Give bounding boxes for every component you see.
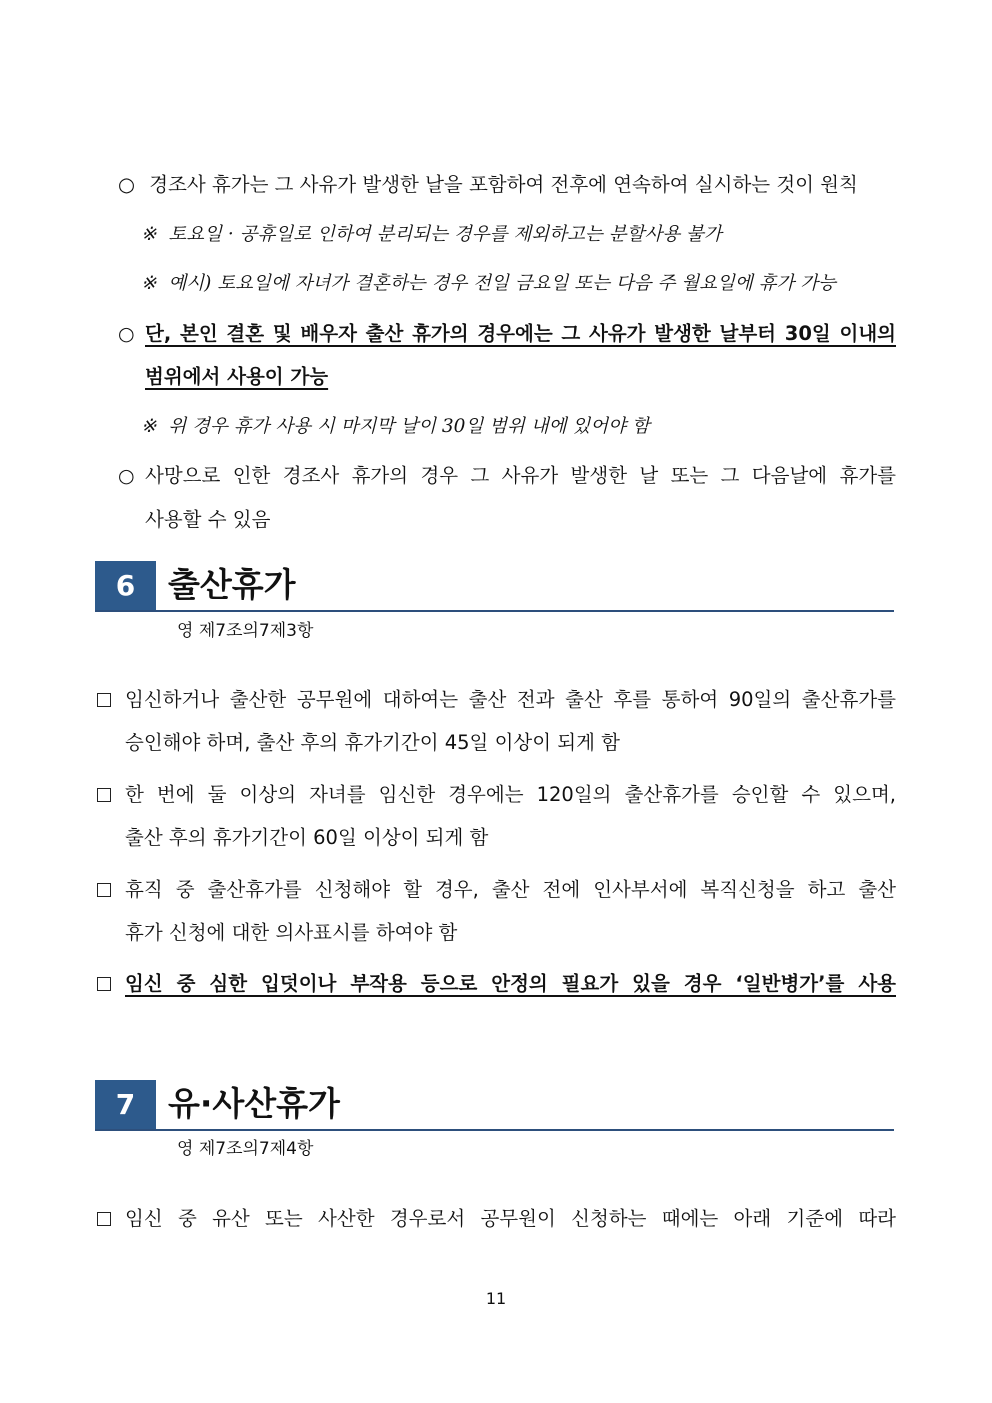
square-bullet-icon [97, 883, 111, 897]
paragraph-text: 경조사 휴가는 그 사유가 발생한 날을 포함하여 전후에 연속하여 실시하는 것이 원칙 [149, 173, 858, 196]
bullet-paragraph [118, 171, 896, 199]
list-item-line-emphasis: 임신 중 심한 입덧이나 부작용 등으로 안정의 필요가 있을 경우 ‘일반병가’를 사용 [125, 972, 896, 995]
list-item-line: 임신하거나 출산한 공무원에 대하여는 출산 전과 출산 후를 통하여 90일의 출산휴가를 [125, 688, 896, 711]
list-item-line: 한 번에 둘 이상의 자녀를 임신한 경우에는 120일의 출산휴가를 승인할 수 있으며, [125, 783, 896, 806]
paragraph-text-line: 범위에서 사용이 가능 [145, 365, 329, 388]
section-title: 유·사산휴가 [168, 1084, 340, 1123]
circle-bullet-icon: ○ [118, 173, 136, 196]
page-number: 11 [485, 1289, 507, 1308]
square-bullet-icon [97, 693, 111, 707]
legal-reference: 영 제7조의7제4항 [177, 1139, 314, 1159]
paragraph-text-line: 사용할 수 있음 [145, 508, 271, 531]
paragraph-text-line: 사망으로 인한 경조사 휴가의 경우 그 사유가 발생한 날 또는 그 다음날에 휴가를 [145, 464, 896, 487]
reference-mark-icon: ※ [141, 273, 157, 294]
note-text: 토요일 · 공휴일로 인하여 분리되는 경우를 제외하고는 분할사용 불가 [168, 224, 722, 245]
circle-bullet-icon: ○ [118, 465, 135, 487]
note [141, 413, 896, 441]
list-item-line: 임신 중 유산 또는 사산한 경우로서 공무원이 신청하는 때에는 아래 기준에 따라 [125, 1207, 896, 1230]
square-bullet-icon [97, 1212, 111, 1226]
list-item-line: 승인해야 하며, 출산 후의 휴가기간이 45일 이상이 되게 함 [125, 731, 621, 754]
section-heading [95, 561, 894, 612]
section-number-badge: 6 [95, 561, 156, 610]
note-text: 위 경우 휴가 사용 시 마지막 날이 30일 범위 내에 있어야 함 [168, 416, 650, 437]
reference-mark-icon: ※ [141, 416, 157, 437]
list-item-line: 휴가 신청에 대한 의사표시를 하여야 함 [125, 921, 458, 944]
note [141, 221, 896, 249]
paragraph-text-line: 단, 본인 결혼 및 배우자 출산 휴가의 경우에는 그 사유가 발생한 날부터 30일 이내의 [145, 322, 896, 345]
reference-mark-icon: ※ [141, 224, 157, 245]
section-number-badge: 7 [95, 1080, 156, 1129]
list-item-line: 출산 후의 휴가기간이 60일 이상이 되게 함 [125, 826, 489, 849]
list-item-line: 휴직 중 출산휴가를 신청해야 할 경우, 출산 전에 인사부서에 복직신청을 하고 출산 [125, 878, 896, 901]
square-bullet-icon [97, 977, 111, 991]
section-heading [95, 1080, 894, 1131]
note-text: 예시) 토요일에 자녀가 결혼하는 경우 전일 금요일 또는 다음 주 월요일에 휴가 가능 [168, 273, 836, 294]
section-title: 출산휴가 [168, 565, 296, 604]
note [141, 270, 896, 298]
square-bullet-icon [97, 788, 111, 802]
circle-bullet-icon: ○ [118, 323, 135, 345]
legal-reference: 영 제7조의7제3항 [177, 621, 314, 641]
